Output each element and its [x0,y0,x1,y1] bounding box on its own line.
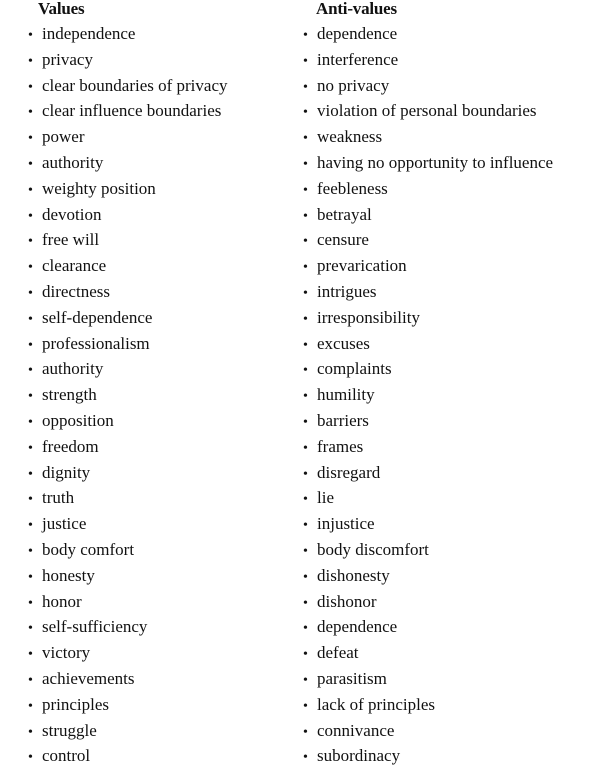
list-item-label: weighty position [42,178,156,198]
bullet-icon: • [28,466,33,482]
list-item-label: victory [42,643,91,663]
list-item-label: parasitism [317,668,387,688]
list-item [303,537,589,563]
bullet-icon: • [303,156,308,172]
list-item-label: clear influence boundaries [42,101,222,121]
anti-values-list [303,21,589,769]
list-item [303,21,589,47]
list-item-label: clearance [42,256,107,276]
list-item [28,202,290,228]
list-item [303,640,589,666]
bullet-icon: • [303,724,308,740]
bullet-icon: • [303,234,308,250]
list-item-label: frames [317,436,364,456]
bullet-icon: • [303,647,308,663]
list-item-label: humility [317,385,375,405]
list-item [28,382,290,408]
list-item-label: self-sufficiency [42,617,148,637]
list-item-label: body discomfort [317,539,429,559]
list-item-label: directness [42,281,110,301]
list-item [28,150,290,176]
list-item [28,640,290,666]
list-item-label: authority [42,152,104,172]
list-item-label: complaints [317,359,392,379]
bullet-icon: • [28,208,33,224]
list-item [303,98,589,124]
list-item-label: barriers [317,410,369,430]
bullet-icon: • [303,672,308,688]
list-item [28,614,290,640]
list-item [28,718,290,744]
list-item [28,356,290,382]
bullet-icon: • [303,208,308,224]
bullet-icon: • [28,543,33,559]
list-item [303,718,589,744]
list-item-label: betrayal [317,204,372,224]
list-item-label: control [42,746,91,766]
list-item-label: clear boundaries of privacy [42,75,228,95]
bullet-icon: • [28,156,33,172]
anti-values-header: Anti-values [316,0,397,18]
list-item [28,692,290,718]
list-item-label: self-dependence [42,307,153,327]
list-item [28,511,290,537]
list-item-label: independence [42,24,136,43]
bullet-icon: • [303,621,308,637]
list-item-label: professionalism [42,333,150,353]
list-item [28,253,290,279]
bullet-icon: • [28,440,33,456]
list-item [303,614,589,640]
list-item-label: privacy [42,49,93,69]
list-item [28,21,290,47]
list-item [28,408,290,434]
list-item [303,460,589,486]
list-item-label: violation of personal boundaries [317,101,537,121]
bullet-icon: • [28,518,33,534]
list-item [28,666,290,692]
bullet-icon: • [303,466,308,482]
bullet-icon: • [303,182,308,198]
bullet-icon: • [28,672,33,688]
list-item [303,279,589,305]
list-item-label: dignity [42,462,91,482]
list-item-label: power [42,127,85,147]
bullet-icon: • [28,53,33,69]
list-item-label: defeat [317,643,359,663]
list-item-label: disregard [317,462,381,482]
list-item-label: honesty [42,565,95,585]
list-item-label: free will [42,230,100,250]
list-item [28,73,290,99]
bullet-icon: • [28,647,33,663]
list-item [303,305,589,331]
bullet-icon: • [28,131,33,147]
list-item [28,47,290,73]
list-item [303,253,589,279]
bullet-icon: • [28,28,33,43]
bullet-icon: • [28,569,33,585]
bullet-icon: • [28,105,33,121]
bullet-icon: • [303,285,308,301]
list-item-label: excuses [317,333,370,353]
list-item [28,589,290,615]
bullet-icon: • [28,724,33,740]
list-item-label: dependence [317,617,398,637]
list-item [303,434,589,460]
bullet-icon: • [303,440,308,456]
bullet-icon: • [28,389,33,405]
list-item [303,408,589,434]
bullet-icon: • [303,595,308,611]
bullet-icon: • [303,53,308,69]
list-item [303,666,589,692]
list-item [28,176,290,202]
list-item [303,589,589,615]
list-item [303,511,589,537]
list-item-label: opposition [42,410,114,430]
bullet-icon: • [303,79,308,95]
bullet-icon: • [303,569,308,585]
list-item-label: having no opportunity to influence [317,152,554,172]
values-list [28,21,290,769]
list-item [303,176,589,202]
list-item-label: dependence [317,24,398,43]
list-item [28,743,290,769]
bullet-icon: • [303,414,308,430]
bullet-icon: • [28,234,33,250]
list-item [303,692,589,718]
bullet-icon: • [28,414,33,430]
list-item-label: no privacy [317,75,390,95]
list-item [303,202,589,228]
list-item [28,305,290,331]
list-item-label: dishonesty [317,565,390,585]
list-item [303,73,589,99]
list-item-label: lie [317,488,334,508]
list-item [303,150,589,176]
bullet-icon: • [28,492,33,508]
list-item [303,563,589,589]
list-item-label: body comfort [42,539,135,559]
list-item [303,743,589,769]
list-item-label: feebleness [317,178,388,198]
bullet-icon: • [303,389,308,405]
bullet-icon: • [28,595,33,611]
bullet-icon: • [303,518,308,534]
list-item [28,563,290,589]
list-item [303,227,589,253]
list-item [28,331,290,357]
list-item [28,98,290,124]
bullet-icon: • [28,79,33,95]
bullet-icon: • [28,621,33,637]
list-item-label: devotion [42,204,102,224]
bullet-icon: • [303,543,308,559]
list-item [28,434,290,460]
list-item-label: subordinacy [317,746,401,766]
bullet-icon: • [28,182,33,198]
list-item-label: strength [42,385,97,405]
list-item [303,124,589,150]
list-item-label: freedom [42,436,99,456]
list-item [28,537,290,563]
list-item-label: achievements [42,668,135,688]
bullet-icon: • [28,750,33,766]
list-item [28,124,290,150]
list-item-label: dishonor [317,591,377,611]
list-item-label: struggle [42,720,97,740]
bullet-icon: • [303,28,308,43]
list-item [28,279,290,305]
list-item-label: connivance [317,720,395,740]
bullet-icon: • [303,311,308,327]
bullet-icon: • [28,337,33,353]
list-item-label: authority [42,359,104,379]
list-item-label: justice [42,514,87,534]
list-item [303,485,589,511]
list-item-label: irresponsibility [317,307,420,327]
list-item-label: truth [42,488,75,508]
list-item-label: weakness [317,127,383,147]
list-item [303,356,589,382]
bullet-icon: • [28,260,33,276]
list-item [28,227,290,253]
bullet-icon: • [303,750,308,766]
values-column [28,0,290,769]
list-item-label: honor [42,591,82,611]
list-item [303,331,589,357]
values-header: Values [38,0,85,18]
bullet-icon: • [303,363,308,379]
list-item-label: prevarication [317,256,407,276]
list-item-label: interference [317,49,399,69]
list-item-label: lack of principles [317,694,436,714]
list-item [28,460,290,486]
bullet-icon: • [303,105,308,121]
bullet-icon: • [28,698,33,714]
list-item [28,485,290,511]
bullet-icon: • [303,131,308,147]
bullet-icon: • [303,698,308,714]
bullet-icon: • [303,260,308,276]
bullet-icon: • [28,285,33,301]
list-item-label: principles [42,694,110,714]
bullet-icon: • [28,311,33,327]
list-item-label: intrigues [317,281,377,301]
list-item-label: censure [317,230,369,250]
bullet-icon: • [28,363,33,379]
list-item [303,47,589,73]
anti-values-column [303,0,589,769]
list-item [303,382,589,408]
list-item-label: injustice [317,514,375,534]
bullet-icon: • [303,337,308,353]
bullet-icon: • [303,492,308,508]
